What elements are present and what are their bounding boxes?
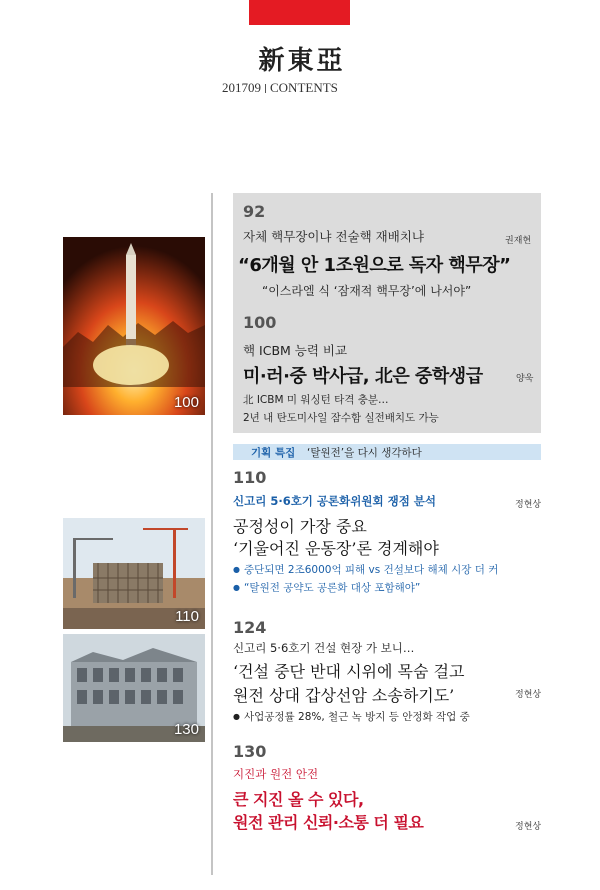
- photo-page-label: 130: [173, 721, 199, 738]
- article-section: 신고리 5·6호기 공론화위원회 쟁점 분석: [233, 494, 437, 508]
- article-page-number[interactable]: 124: [233, 618, 267, 637]
- damaged-plant-photo[interactable]: [63, 634, 205, 742]
- article-page-number[interactable]: 100: [243, 313, 277, 332]
- issue-date: 201709: [222, 80, 261, 95]
- article-headline[interactable]: 큰 지진 올 수 있다,: [233, 790, 364, 809]
- article-headline[interactable]: “6개월 안 1조원으로 독자 핵무장”: [238, 255, 511, 276]
- article-headline[interactable]: 공정성이 가장 중요: [233, 517, 367, 536]
- article-bullet-text: “탈원전 공약도 공론화 대상 포함해야”: [243, 582, 421, 594]
- article-page-number[interactable]: 92: [243, 202, 266, 221]
- article-summary: “이스라엘 식 ‘잠재적 핵무장’에 나서야”: [262, 284, 472, 298]
- article-bullet-text: 중단되면 2조6000억 피해 vs 건설보다 해체 시장 더 커: [243, 564, 499, 576]
- article-headline[interactable]: ‘건설 중단 반대 시위에 목숨 걸고: [233, 662, 465, 681]
- article-bullet: [233, 709, 470, 724]
- article-headline[interactable]: 원전 관리 신뢰·소통 더 필요: [233, 813, 424, 832]
- photo-page-label: 110: [175, 608, 199, 625]
- issue-separator: [265, 84, 266, 93]
- special-section-band[interactable]: [233, 444, 541, 460]
- article-headline[interactable]: 미·러·중 박사급, 北은 중학생급: [243, 366, 483, 387]
- column-divider: [211, 193, 213, 875]
- article-bullet: [233, 562, 498, 577]
- special-section-title: ‘탈원전’을 다시 생각하다: [307, 447, 422, 459]
- article-subtitle: 핵 ICBM 능력 비교: [243, 343, 348, 358]
- photo-page-label: 100: [173, 394, 199, 411]
- article-point: 北 ICBM 미 워싱턴 타격 충분…: [243, 394, 389, 406]
- missile-launch-photo[interactable]: [63, 237, 205, 415]
- article-point: 2년 내 탄도미사일 잠수함 실전배치도 가능: [243, 412, 439, 424]
- article-author: 정현상: [515, 500, 542, 510]
- article-headline[interactable]: 원전 상대 갑상선암 소송하기도’: [233, 686, 455, 705]
- magazine-logo: 新東亞: [258, 46, 346, 76]
- article-bullet-text: 사업공정률 28%, 철근 녹 방지 등 안정화 작업 중: [243, 711, 470, 723]
- construction-site-photo[interactable]: [63, 518, 205, 629]
- article-author: 정현상: [515, 690, 542, 700]
- article-page-number[interactable]: 110: [233, 468, 267, 487]
- article-page-number[interactable]: 130: [233, 742, 267, 761]
- article-author: 정현상: [515, 822, 542, 832]
- article-author: 권재현: [505, 236, 532, 246]
- article-bullet: [233, 580, 420, 595]
- article-subtitle: 자체 핵무장이냐 전술핵 재배치냐: [243, 229, 424, 244]
- brand-red-bar: [249, 0, 350, 25]
- article-subtitle: 지진과 원전 안전: [233, 767, 319, 781]
- article-author: 양욱: [516, 374, 534, 384]
- article-headline[interactable]: ‘기울어진 운동장’론 경계해야: [233, 539, 439, 558]
- missile-launch-illustration: [63, 237, 205, 415]
- article-subtitle: 신고리 5·6호기 건설 현장 가 보니…: [233, 641, 415, 655]
- issue-line: [222, 80, 382, 96]
- contents-label: CONTENTS: [270, 80, 338, 95]
- special-section-tag: 기획 특집: [251, 447, 296, 459]
